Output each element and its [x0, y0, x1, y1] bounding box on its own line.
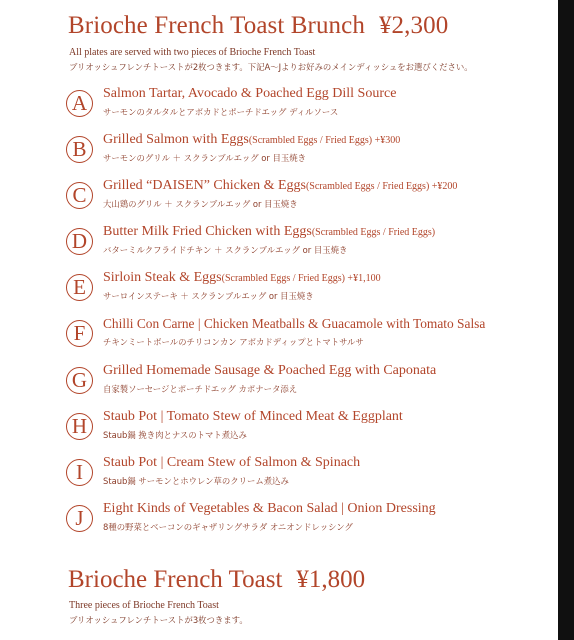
menu-item [66, 86, 546, 126]
item-name-text: Eight Kinds of Vegetables & Bacon Salad | Onion Dressing [103, 501, 436, 516]
item-description-jp: 自家製ソーセージとポーチドエッグ カポナータ添え [103, 384, 298, 394]
toast-subtitle-en: Three pieces of Brioche French Toast [69, 600, 219, 611]
item-name [103, 455, 360, 471]
toast-title: Brioche French Toast [68, 566, 283, 593]
menu-item [66, 363, 546, 403]
brunch-heading [68, 12, 448, 40]
item-letter-badge: F [66, 320, 93, 347]
item-name-text: Grilled Homemade Sausage & Poached Egg with Caponata [103, 363, 437, 378]
item-description-jp: サーモンのグリル ＋ スクランブルエッグ or 目玉焼き [103, 153, 306, 163]
item-name [103, 409, 403, 425]
item-name-text: Grilled “DAISEN” Chicken & Eggs [103, 178, 306, 193]
item-name-text: Salmon Tartar, Avocado & Poached Egg Dill Source [103, 86, 397, 101]
toast-subtitle-jp: ブリオッシュフレンチトーストが3枚つきます。 [69, 615, 248, 625]
item-name [103, 363, 436, 379]
item-description-jp: Staub鍋 サーモンとホウレン草のクリーム煮込み [103, 476, 289, 486]
item-description-jp: バターミルクフライドチキン ＋ スクランブルエッグ or 目玉焼き [103, 245, 348, 255]
brunch-title: Brioche French Toast Brunch [68, 12, 365, 39]
menu-item [66, 316, 546, 356]
item-letter-badge: G [66, 367, 93, 394]
brunch-subtitle-en: All plates are served with two pieces of Brioche French Toast [69, 47, 316, 58]
item-letter-badge: E [66, 274, 93, 301]
item-description-jp: サーモンのタルタルとアボカドとポーチドエッグ ディルソース [103, 107, 339, 117]
brunch-subtitle-jp: ブリオッシュフレンチトーストが2枚つきます。下記A～Jよりお好みのメインディッシュをお選びください。 [69, 62, 473, 72]
menu-item [66, 224, 546, 264]
item-name-text: Sirloin Steak & Eggs [103, 270, 222, 285]
toast-heading [68, 566, 365, 594]
item-name [103, 316, 485, 332]
item-name-text: Staub Pot | Cream Stew of Salmon & Spinach [103, 455, 361, 470]
item-letter-badge: J [66, 505, 93, 532]
item-name-text: Staub Pot | Tomato Stew of Minced Meat & Eggplant [103, 409, 403, 424]
item-note: (Scrambled Eggs / Fried Eggs) +¥300 [248, 135, 401, 146]
item-description-jp: 大山鶏のグリル ＋ スクランブルエッグ or 目玉焼き [103, 199, 298, 209]
item-letter-badge: I [66, 459, 93, 486]
item-name [103, 132, 400, 148]
brunch-price: ¥2,300 [378, 12, 449, 39]
item-letter-badge: H [66, 413, 93, 440]
item-name [103, 501, 436, 517]
item-name-text: Chilli Con Carne | Chicken Meatballs & Guacamole with Tomato Salsa [103, 316, 486, 331]
item-letter-badge: A [66, 90, 93, 117]
menu-item [66, 501, 546, 541]
menu-item [66, 270, 546, 310]
item-description-jp: チキンミートボールのチリコンカン アボカドディップとトマトサルサ [103, 337, 364, 347]
menu-item [66, 409, 546, 449]
menu-item [66, 132, 546, 172]
item-letter-badge: B [66, 136, 93, 163]
item-letter-badge: C [66, 182, 93, 209]
item-name [103, 270, 381, 286]
item-note: (Scrambled Eggs / Fried Eggs) +¥1,100 [221, 273, 381, 284]
item-note: (Scrambled Eggs / Fried Eggs) +¥200 [305, 181, 458, 192]
toast-price: ¥1,800 [296, 566, 366, 593]
item-name-text: Butter Milk Fried Chicken with Eggs [103, 224, 312, 239]
item-note: (Scrambled Eggs / Fried Eggs) [311, 227, 436, 238]
item-name-text: Grilled Salmon with Eggs [103, 132, 249, 147]
right-edge-bar [558, 0, 574, 640]
item-description-jp: サーロインステーキ ＋ スクランブルエッグ or 目玉焼き [103, 291, 314, 301]
item-letter-badge: D [66, 228, 93, 255]
menu-item [66, 178, 546, 218]
item-description-jp: 8種の野菜とベーコンのギャザリングサラダ オニオンドレッシング [103, 522, 353, 532]
menu-item [66, 455, 546, 495]
item-name [103, 224, 435, 240]
item-name [103, 86, 396, 102]
item-name [103, 178, 457, 194]
item-description-jp: Staub鍋 挽き肉とナスのトマト煮込み [103, 430, 247, 440]
